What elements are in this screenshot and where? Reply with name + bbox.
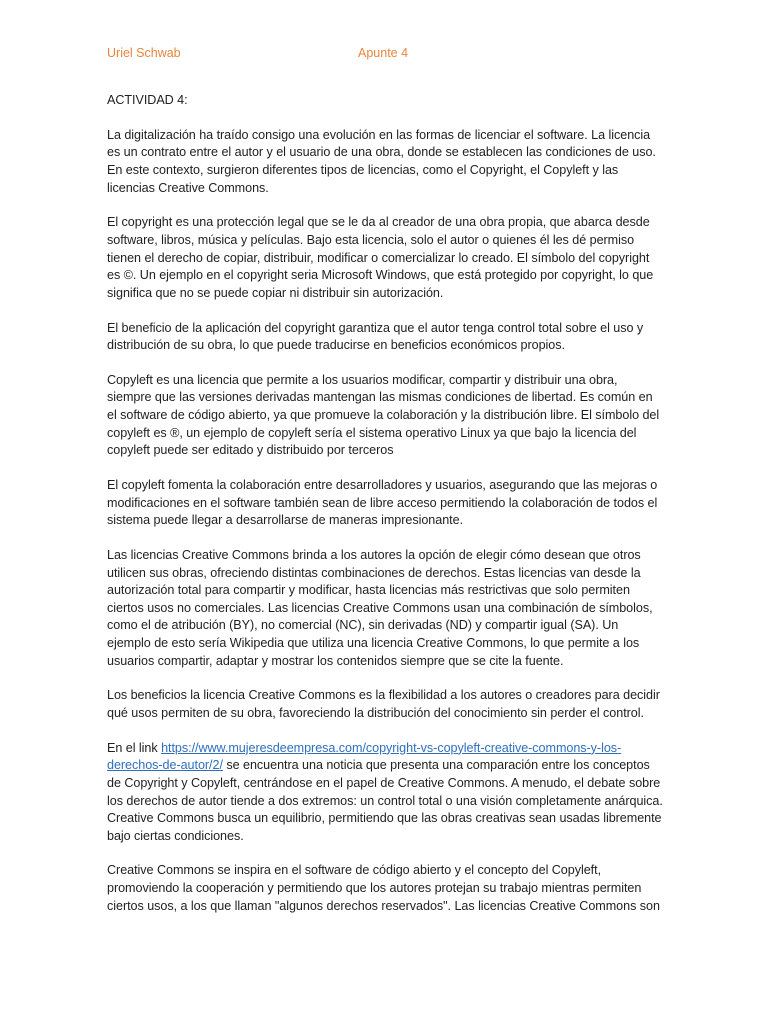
link-paragraph-after: se encuentra una noticia que presenta una comparación entre los conceptos de Copyright y Copyleft, centrándose en el papel de Creative Commons. A menudo, el debate sobre los derechos de autor tiende a dos extremos: un control total o una visión completamente anárquica. Creative Commons busca un equilibrio, permitiendo que las obras creativas sean usadas libremente bajo ciertas condiciones.	[107, 758, 663, 843]
document-body	[107, 92, 663, 932]
paragraph-copyleft-benefit: El copyleft fomenta la colaboración entre desarrolladores y usuarios, asegurando que las mejoras o modificaciones en el software también sean de libre acceso permitiendo la colaboración de todos el sistema puede llegar a desarrollarse de maneras impresionante.	[107, 478, 658, 528]
paragraph-intro: La digitalización ha traído consigo una evolución en las formas de licenciar el software. La licencia es un contrato entre el autor y el usuario de una obra, donde se establecen las condiciones de uso. En este contexto, surgieron diferentes tipos de licencias, como el Copyright, el Copyleft y las licencias Creative Commons.	[107, 127, 656, 195]
page-header	[107, 46, 667, 64]
article-link[interactable]: https://www.mujeresdeempresa.com/copyright-vs-copyleft-creative-commons-y-los-derechos-de-autor/2/	[107, 740, 622, 773]
paragraph-final: Creative Commons se inspira en el software de código abierto y el concepto del Copyleft, promoviendo la cooperación y permitiendo que los autores protejan su trabajo mientras permiten ciertos usos, a los que llaman "algunos derechos reservados". Las licencias Creative Commons son	[107, 863, 660, 913]
activity-heading: ACTIVIDAD 4:	[107, 93, 188, 107]
paragraph-copyright: El copyright es una protección legal que se le da al creador de una obra propia, que abarca desde software, libros, música y películas. Bajo esta licencia, solo el autor o quienes él les dé permiso tienen el derecho de copiar, distribuir, modificar o comercializar lo creado. El símbolo del copyright es ©. Un ejemplo en el copyright seria Microsoft Windows, que está protegido por copyright, lo que significa que no se puede copiar ni distribuir sin autorización.	[107, 215, 654, 300]
paragraph-creative-commons: Las licencias Creative Commons brinda a los autores la opción de elegir cómo desean que otros utilicen sus obras, ofreciendo distintas combinaciones de derechos. Estas licencias van desde la autorización total para compartir y modificar, hasta licencias más restrictivas que solo permiten ciertos usos no comerciales. Las licencias Creative Commons usan una combinación de símbolos, como el de atribución (BY), no comercial (NC), sin derivadas (ND) y compartir igual (SA). Un ejemplo de esto sería Wikipedia que utiliza una licencia Creative Commons, lo que permite a los usuarios compartir, adaptar y mostrar los contenidos siempre que se cite la fuente.	[107, 548, 653, 668]
paragraph-copyleft: Copyleft es una licencia que permite a los usuarios modificar, compartir y distribuir una obra, siempre que las versiones derivadas mantengan las mismas condiciones de libertad. Es común en el software de código abierto, ya que promueve la colaboración y la distribución libre. El símbolo del copyleft es ®, un ejemplo de copyleft sería el sistema operativo Linux ya que bajo la licencia del copyleft puede ser editado y distribuido por terceros	[107, 372, 660, 458]
paragraph-copyright-benefit: El beneficio de la aplicación del copyright garantiza que el autor tenga control total sobre el uso y distribución de su obra, lo que puede traducirse en beneficios económicos propios.	[107, 320, 644, 353]
header-title: Apunte 4	[358, 46, 409, 60]
paragraph-creative-commons-benefit: Los beneficios la licencia Creative Commons es la flexibilidad a los autores o creadores para decidir qué usos permiten de su obra, favoreciendo la distribución del conocimiento sin perder el control.	[107, 688, 660, 720]
paragraph-link	[107, 740, 663, 846]
header-author: Uriel Schwab	[107, 46, 181, 60]
link-paragraph-before: En el link	[107, 740, 162, 755]
